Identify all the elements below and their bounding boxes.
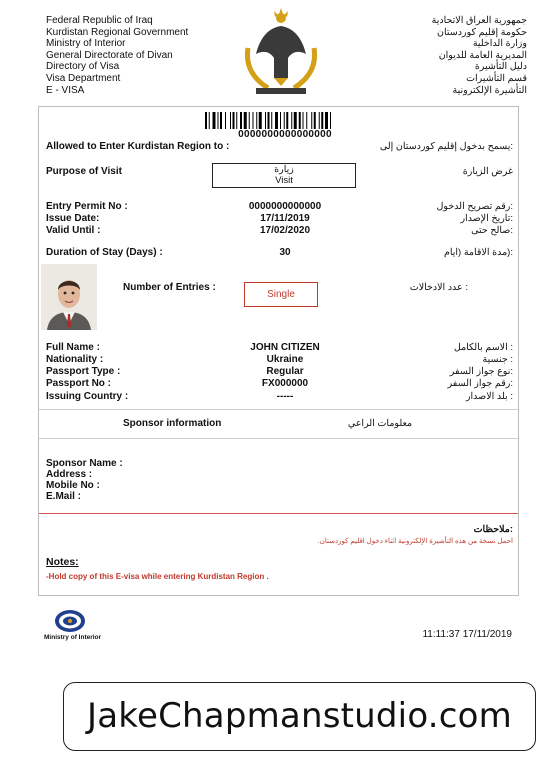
allowed-label-ar: :يسمح بدخول إقليم كوردستان إلى <box>379 141 513 152</box>
sponsor-mobile-label: Mobile No : <box>46 480 100 491</box>
duration-value: 30 <box>279 247 291 258</box>
issuing-country-label-ar: : بلد الاصدار <box>465 391 513 402</box>
duration-label-ar: :(مدة الاقامة (ايام <box>443 247 513 258</box>
header-right-line: قسم التأشيرات <box>466 72 527 84</box>
valid-until-value: 17/02/2020 <box>259 225 311 236</box>
watermark-banner: JakeChapmanstudio.com <box>63 682 536 751</box>
header-right-line: التأشيرة الإلكترونية <box>452 84 527 96</box>
header-left-line: Federal Republic of Iraq <box>46 15 153 26</box>
header-left-line: Directory of Visa <box>46 61 120 73</box>
header-right-block <box>432 15 527 96</box>
full-name-label: Full Name : <box>46 342 100 353</box>
header-left-line: General Directorate of Divan <box>46 49 173 61</box>
issuing-country-label: Issuing Country : <box>46 391 129 402</box>
valid-until-label: Valid Until : <box>46 225 101 236</box>
full-name-value: JOHN CITIZEN <box>250 342 320 353</box>
header-right-line: دليل التأشيرة <box>474 61 527 73</box>
entries-label: Number of Entries : <box>123 282 216 293</box>
entries-value: Single <box>267 289 295 300</box>
full-name-label-ar: : الاسم بالكامل <box>453 342 513 353</box>
header-right-line: جمهورية العراق الاتحادية <box>431 15 527 26</box>
passport-type-label: Passport Type : <box>46 366 121 377</box>
entry-permit-value: 0000000000000 <box>248 201 322 212</box>
header-right-line: حكومة إقليم كوردستان <box>437 26 527 38</box>
header-left-line: E - VISA <box>46 84 85 96</box>
issue-date-label: Issue Date: <box>46 213 100 224</box>
purpose-value-box <box>212 163 356 188</box>
kurdistan-emblem-icon <box>238 8 324 100</box>
entries-value-box <box>244 282 318 307</box>
remarks-note-ar: احمل نسخة من هذه التأشيرة الإلكترونية اثناء دخول اقليم كوردستان. <box>317 538 513 545</box>
entries-label-ar: : عدد الادخالات <box>409 282 468 293</box>
sponsor-name-label: Sponsor Name : <box>46 458 123 469</box>
header-left-line: Ministry of Interior <box>46 38 126 50</box>
sponsor-heading: Sponsor information <box>123 418 222 429</box>
purpose-label: Purpose of Visit <box>46 166 122 177</box>
notes-title: Notes: <box>46 556 79 568</box>
passport-type-value: Regular <box>266 366 304 377</box>
notes-text: -Hold copy of this E-visa while entering Kurdistan Region . <box>46 572 269 581</box>
passport-no-value: FX000000 <box>261 378 309 389</box>
footer-timestamp: 11:11:37 17/11/2019 <box>422 629 512 640</box>
passport-no-label-ar: :رقم جواز السفر <box>447 378 513 389</box>
header-right-line: المديرية العامة للديوان <box>438 49 527 61</box>
purpose-value: Visit <box>275 175 293 186</box>
header-right-line: وزارة الداخلية <box>472 38 527 50</box>
barcode <box>205 112 365 129</box>
divider <box>39 438 518 439</box>
nationality-label: Nationality : <box>46 354 104 365</box>
barcode-number: 0000000000000000 <box>238 129 332 140</box>
holder-photo <box>41 264 97 330</box>
allowed-label: Allowed to Enter Kurdistan Region to : <box>46 141 230 152</box>
entry-permit-label-ar: :رقم تصريح الدخول <box>436 201 513 212</box>
ministry-of-interior-logo-icon <box>53 609 87 633</box>
purpose-value-ar: زيارة <box>274 164 294 175</box>
duration-label: Duration of Stay (Days) : <box>46 247 163 258</box>
passport-no-label: Passport No : <box>46 378 112 389</box>
issue-date-label-ar: :تاريخ الإصدار <box>460 213 513 224</box>
sponsor-address-label: Address : <box>46 469 93 480</box>
header-left-line: Visa Department <box>46 72 121 84</box>
sponsor-heading-ar: معلومات الراعي <box>347 418 413 429</box>
sponsor-email-label: E.Mail : <box>46 491 82 502</box>
entry-permit-label: Entry Permit No : <box>46 201 128 212</box>
issuing-country-value: ----- <box>276 391 294 402</box>
purpose-label-ar: غرض الزيارة <box>462 166 513 177</box>
passport-type-label-ar: :نوع جواز السفر <box>449 366 513 377</box>
nationality-value: Ukraine <box>266 354 304 365</box>
header-left-block <box>46 15 188 96</box>
divider-red <box>39 513 518 514</box>
valid-until-label-ar: :صالح حتى <box>471 225 513 236</box>
nationality-label-ar: : جنسية <box>482 354 513 365</box>
header-left-line: Kurdistan Regional Government <box>46 26 189 38</box>
divider <box>39 409 518 410</box>
remarks-label-ar: :ملاحظات <box>473 524 513 535</box>
ministry-caption: Ministry of Interior <box>44 634 102 641</box>
issue-date-value: 17/11/2019 <box>260 213 310 224</box>
